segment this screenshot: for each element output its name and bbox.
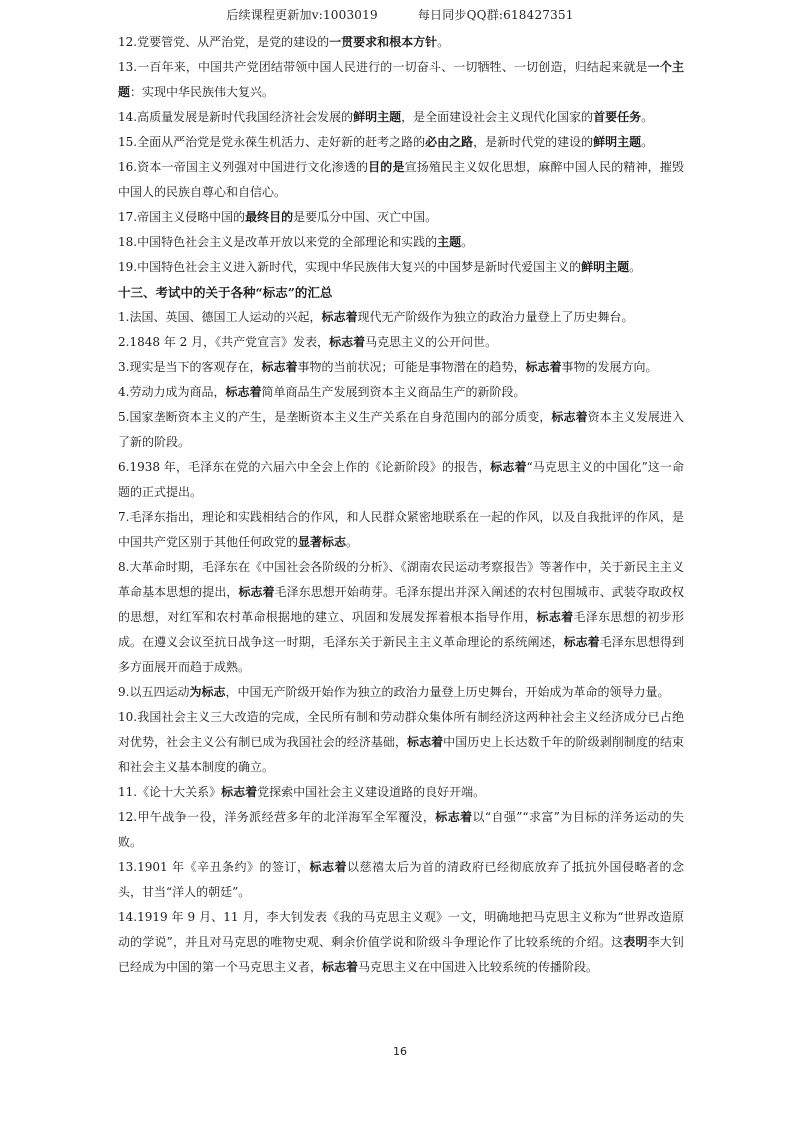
body-text: “马克思主义的中国化”这一命题的正式提出。 [118,460,684,499]
list-item [118,305,684,330]
page-number: 16 [393,1045,407,1058]
header-left-text: 后续课程更新加v:1003019 [226,8,378,22]
body-text: 以“自强”“求富”为目标的洋务运动的失败。 [118,810,684,849]
list-item [118,230,684,255]
emphasis-text: 首要任务 [593,110,642,124]
body-text: 1.法国、英国、德国工人运动的兴起， [118,310,322,324]
emphasis-text: 标志着 [525,360,562,374]
list-item [118,705,684,780]
emphasis-text: 标志着 [221,785,258,799]
emphasis-text: 标志着 [322,960,359,974]
body-text: 毛泽东思想的初步形成。在遵义会议至抗日战争这一时期，毛泽东关于新民主主义革命理论的系统阐述， [118,610,684,649]
body-text: 13.1901 年《辛丑条约》的签订， [118,860,310,874]
list-item [118,455,684,505]
emphasis-text: 标志着 [309,860,347,874]
body-text: 简单商品生产发展到资本主义商品生产的新阶段。 [261,385,526,399]
body-text: 。 [629,260,642,274]
list-item [118,855,684,905]
emphasis-text: 标志着 [435,810,473,824]
body-text: 19.中国特色社会主义进入新时代，实现中华民族伟大复兴的中国梦是新时代爱国主义的 [118,260,582,274]
body-text: 。 [641,135,654,149]
body-text: 党探索中国社会主义建设道路的良好开端。 [257,785,486,799]
body-text: ，中国无产阶级开始作为独立的政治力量登上历史舞台，开始成为革命的领导力量。 [225,685,670,699]
body-text: 17.帝国主义侵略中国的 [118,210,246,224]
list-item [118,55,684,105]
emphasis-text: 标志着 [536,610,574,624]
emphasis-text: 表明 [623,935,648,949]
emphasis-text: 标志着 [407,735,444,749]
list-item [118,405,684,455]
emphasis-text: 十三、考试中的关于各种“标志”的汇总 [118,285,333,300]
page-header [0,6,800,23]
emphasis-text: 标志着 [261,360,298,374]
list-item [118,330,684,355]
body-text: 12.甲午战争一役，洋务派经营多年的北洋海军全军覆没， [118,810,436,824]
emphasis-text: 标志着 [563,635,600,649]
list-item [118,255,684,280]
body-text: ：实现中华民族伟大复兴。 [130,85,275,99]
emphasis-text: 鲜明主题 [353,110,402,124]
body-text: 毛泽东思想开始萌芽。毛泽东提出并深入阐述的农村包围城市、武装夺取政权的思想，对红军和农村革命根据地的建立、巩固和发展发挥着根本指导作用， [118,585,684,624]
list-item [118,30,684,55]
list-item [118,555,684,680]
emphasis-text: 标志着 [551,410,588,424]
list-item [118,905,684,980]
list-item [118,130,684,155]
body-text: 事物的当前状况；可能是事物潜在的趋势， [297,360,526,374]
emphasis-text: 为标志 [189,685,226,699]
emphasis-text: 鲜明主题 [593,135,642,149]
emphasis-text: 标志着 [238,585,275,599]
emphasis-text: 标志着 [321,310,358,324]
list-item [118,780,684,805]
emphasis-text: 目的是 [368,160,405,174]
body-text: ，是新时代党的建设的 [473,135,594,149]
body-text: 马克思主义的公开问世。 [365,335,498,349]
body-text: 资本主义发展进入了新的阶段。 [118,410,684,449]
list-item [118,805,684,855]
section-heading [118,280,684,305]
body-text: 。 [346,535,359,549]
body-text: 4.劳动力成为商品， [118,385,226,399]
list-item [118,105,684,130]
body-text: 14.高质量发展是新时代我国经济社会发展的 [118,110,354,124]
list-item [118,380,684,405]
body-text: 16.资本一帝国主义列强对中国进行文化渗透的 [118,160,369,174]
body-text: 12.党要管党、从严治党，是党的建设的 [118,35,330,49]
emphasis-text: 标志着 [329,335,366,349]
body-text: 8.大革命时期，毛泽东在《中国社会各阶级的分析》、《湖南农民运动考察报告》等著作中，关于新民主主义革命基本思想的提出， [118,560,684,599]
emphasis-text: 显著标志 [298,535,347,549]
emphasis-text: 标志着 [490,460,527,474]
body-text: 6.1938 年，毛泽东在党的六届六中全会上作的《论新阶段》的报告， [118,460,491,474]
emphasis-text: 最终目的 [245,210,294,224]
body-text: 宣扬殖民主义奴化思想，麻醉中国人民的精神，摧毁中国人的民族自尊心和自信心。 [118,160,684,199]
body-text: 现代无产阶级作为独立的政治力量登上了历史舞台。 [357,310,634,324]
body-text: 中国历史上长达数千年的阶级剥削制度的结束和社会主义基本制度的确立。 [118,735,684,774]
list-item [118,680,684,705]
body-text: 。 [461,235,474,249]
list-item [118,205,684,230]
body-text: 13.一百年来，中国共产党团结带领中国人民进行的一切奋斗、一切牺牲、一切创造，归结起来就是 [118,60,648,74]
document-body [118,30,684,980]
header-right-text: 每日同步QQ群:618427351 [417,8,574,22]
list-item [118,505,684,555]
body-text: 毛泽东思想得到多方面展开而趋于成熟。 [118,635,684,674]
body-text: 李大钊已经成为中国的第一个马克思主义者， [118,935,684,974]
body-text: 7.毛泽东指出，理论和实践相结合的作风，和人民群众紧密地联系在一起的作风，以及自我批评的作风，是中国共产党区别于其他任何政党的 [118,510,684,549]
body-text: 18.中国特色社会主义是改革开放以来党的全部理论和实践的 [118,235,438,249]
body-text: 14.1919 年 9 月、11 月，李大钊发表《我的马克思主义观》一文，明确地把马克思主义称为“世界改造原动的学说”，并且对马克思的唯物史观、剩余价值学说和阶级斗争理论作了比较系统的介绍。这 [118,910,684,949]
list-item [118,355,684,380]
body-text: ，是全面建设社会主义现代化国家的 [401,110,594,124]
emphasis-text: 标志着 [225,385,262,399]
body-text: 马克思主义在中国进入比较系统的传播阶段。 [358,960,599,974]
emphasis-text: 鲜明主题 [581,260,630,274]
body-text: 15.全面从严治党是党永葆生机活力、走好新的赶考之路的 [118,135,426,149]
body-text: 2.1848 年 2 月，《共产党宣言》发表， [118,335,330,349]
emphasis-text: 必由之路 [425,135,474,149]
body-text: 5.国家垄断资本主义的产生，是垄断资本主义生产关系在自身范围内的部分质变， [118,410,552,424]
body-text: 3.现实是当下的客观存在， [118,360,262,374]
body-text: 事物的发展方向。 [561,360,658,374]
body-text: 。 [641,110,654,124]
emphasis-text: 主题 [437,235,462,249]
emphasis-text: 一个主题 [118,60,684,99]
body-text: 10.我国社会主义三大改造的完成，全民所有制和劳动群众集体所有制经济这两种社会主义经济成分已占绝对优势，社会主义公有制已成为我国社会的经济基础， [118,710,684,749]
body-text: 是要瓜分中国、灭亡中国。 [293,210,438,224]
body-text: 以慈禧太后为首的清政府已经彻底放弃了抵抗外国侵略者的念头，甘当“洋人的朝廷”。 [118,860,684,899]
emphasis-text: 一贯要求和根本方针 [329,35,438,49]
body-text: 9.以五四运动 [118,685,190,699]
body-text: 。 [437,35,450,49]
list-item [118,155,684,205]
body-text: 11.《论十大关系》 [118,785,222,799]
